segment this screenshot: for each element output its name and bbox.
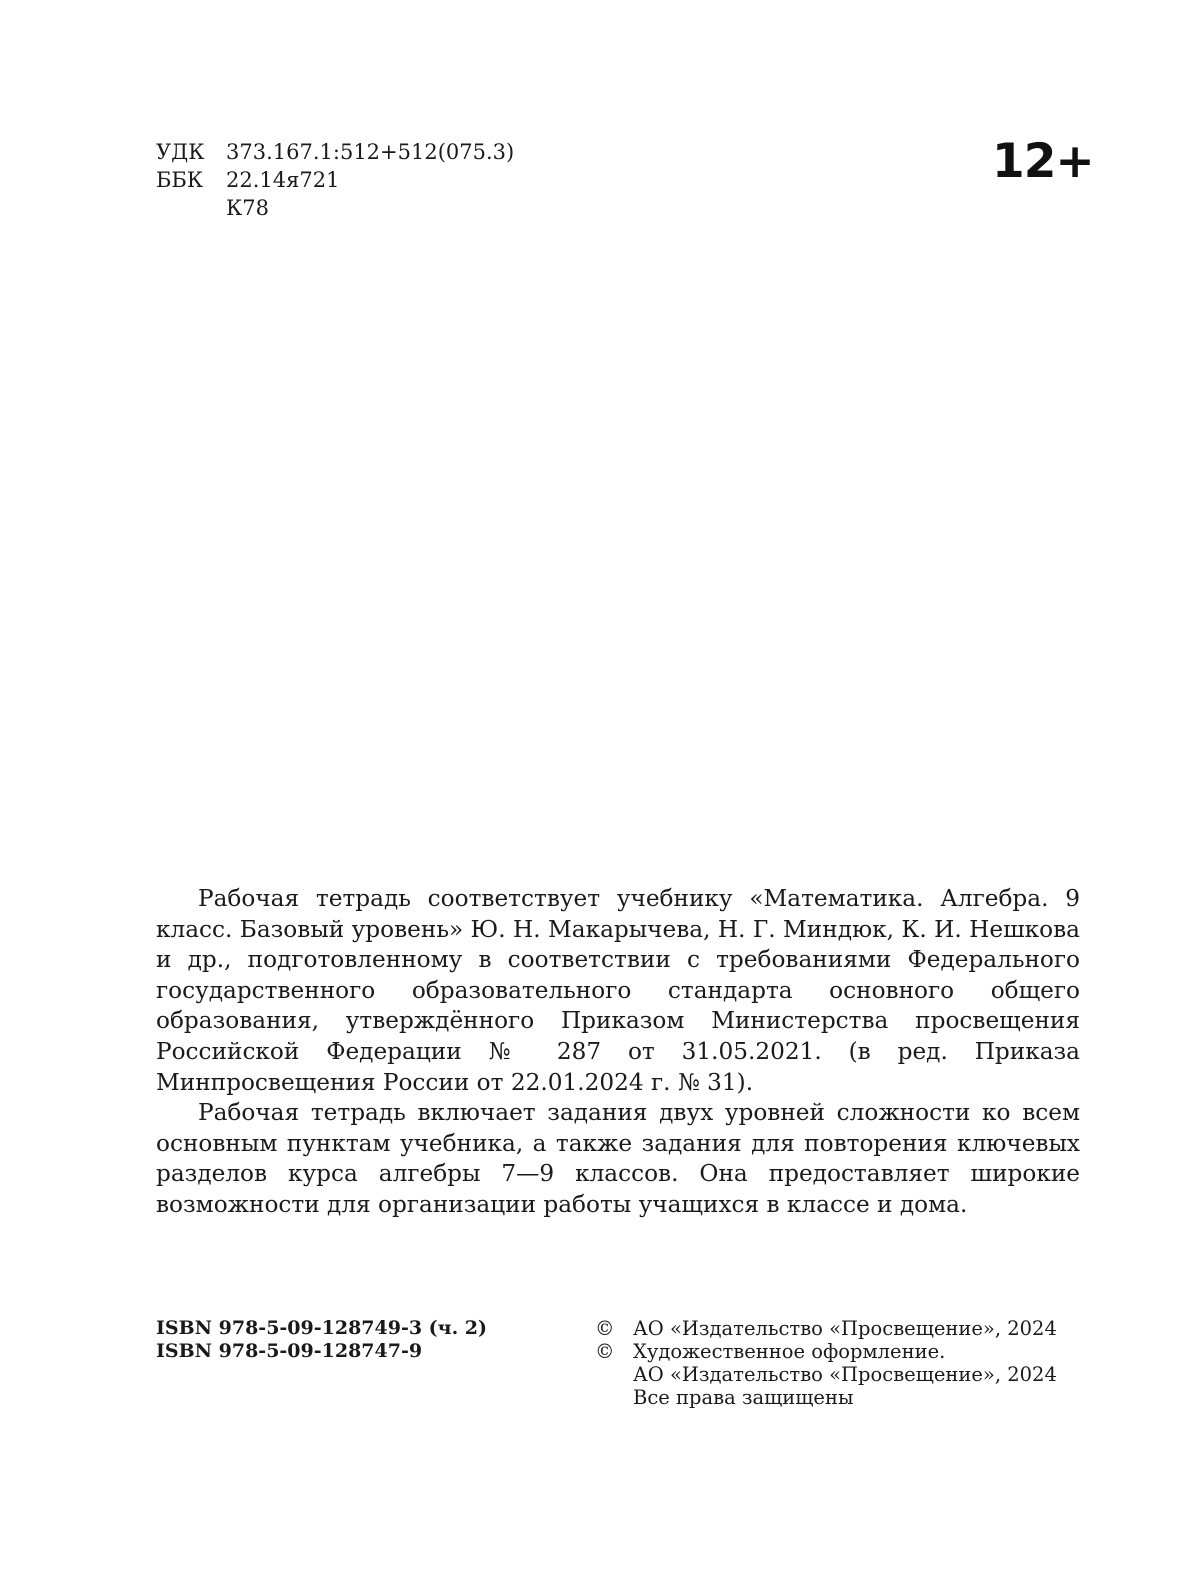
isbn-block bbox=[156, 1317, 487, 1363]
bbk-value: 22.14я721 bbox=[226, 168, 340, 192]
copyright-design-publisher: АО «Издательство «Просвещение», 2024 bbox=[633, 1363, 1057, 1386]
annotation-paragraph: Рабочая тетрадь включает задания двух уровней сложности ко всем основным пунктам учебника, а также задания для повторения ключевых разделов курса алгебры 7—9 классов. Она предоставляет широкие возможности для организации работы учащихся в классе и дома. bbox=[156, 1099, 1080, 1218]
isbn-set: ISBN 978-5-09-128747-9 bbox=[156, 1340, 423, 1362]
copyright-row bbox=[595, 1363, 1085, 1386]
annotation bbox=[156, 884, 1080, 1221]
copyright-design-label: Художественное оформление. bbox=[633, 1340, 946, 1363]
age-rating: 12+ bbox=[992, 134, 1094, 189]
bbk-label: ББК bbox=[156, 168, 204, 192]
udk-row bbox=[156, 138, 514, 166]
udk-value: 373.167.1:512+512(075.3) bbox=[226, 140, 515, 164]
copyright-publisher: АО «Издательство «Просвещение», 2024 bbox=[633, 1317, 1057, 1340]
classification-block bbox=[156, 138, 514, 222]
author-mark-row bbox=[156, 194, 514, 222]
udk-label: УДК bbox=[156, 140, 205, 164]
copyright-row bbox=[595, 1340, 1085, 1363]
isbn-part: ISBN 978-5-09-128749-3 (ч. 2) bbox=[156, 1317, 488, 1339]
copyright-block bbox=[595, 1317, 1085, 1409]
copyright-symbol: © bbox=[595, 1317, 615, 1340]
bbk-row bbox=[156, 166, 514, 194]
copyright-row bbox=[595, 1317, 1085, 1340]
copyright-row bbox=[595, 1386, 1085, 1409]
annotation-paragraph: Рабочая тетрадь соответствует учебнику «Математика. Алгебра. 9 класс. Базовый уровень» Ю. Н. Макарычева, Н. Г. Миндюк, К. И. Нешкова и др., подготовленному в соответствии с требованиями Федерального государственного образовательного стандарта основного общего образования, утверждённого Приказом Министерства просвещения Российской Федерации № 287 от 31.05.2021. (в ред. Приказа Минпросвещения России от 22.01.2024 г. № 31). bbox=[156, 885, 1080, 1096]
copyright-symbol: © bbox=[595, 1340, 615, 1363]
rights-reserved: Все права защищены bbox=[633, 1386, 854, 1409]
author-mark: К78 bbox=[226, 196, 269, 220]
